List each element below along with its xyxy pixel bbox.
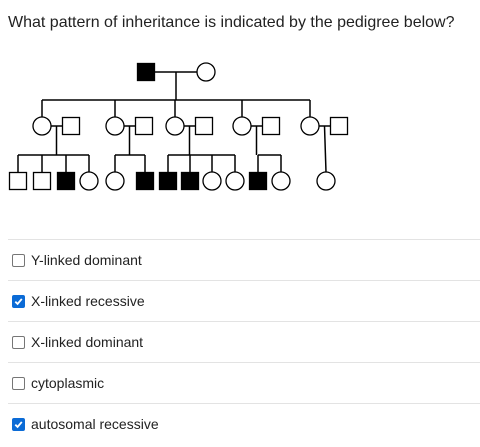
- answer-options: [8, 239, 480, 444]
- generation-2-spouse: [331, 118, 348, 135]
- generation-2-spouse: [263, 118, 280, 135]
- generation-2-child: [301, 117, 319, 135]
- founder-female: [197, 63, 215, 81]
- option-autosomal-recessive[interactable]: [8, 403, 480, 444]
- generation-3-individual: [272, 172, 290, 190]
- generation-2-child: [33, 117, 51, 135]
- option-x-linked-recessive[interactable]: [8, 280, 480, 321]
- generation-3-individual: [226, 172, 244, 190]
- checkbox[interactable]: [12, 254, 25, 267]
- generation-3-individual: [58, 173, 75, 190]
- checkbox[interactable]: [12, 336, 25, 349]
- checkbox[interactable]: [12, 418, 25, 431]
- option-label: X-linked dominant: [31, 334, 144, 350]
- generation-2-child: [106, 117, 124, 135]
- option-label: cytoplasmic: [31, 375, 105, 391]
- generation-3-individual: [250, 173, 267, 190]
- generation-2-spouse: [196, 118, 213, 135]
- generation-3-individual: [203, 172, 221, 190]
- generation-3-individual: [106, 172, 124, 190]
- generation-3-individual: [182, 173, 199, 190]
- checkbox[interactable]: [12, 295, 25, 308]
- option-label: Y-linked dominant: [31, 252, 142, 268]
- generation-3-individual: [80, 172, 98, 190]
- option-label: autosomal recessive: [31, 416, 159, 432]
- generation-2-spouse: [136, 118, 153, 135]
- descent-line: [325, 126, 327, 172]
- option-cytoplasmic[interactable]: [8, 362, 480, 403]
- option-y-linked-dominant[interactable]: [8, 239, 480, 280]
- generation-3-individual: [137, 173, 154, 190]
- question-text: What pattern of inheritance is indicated by the pedigree below?: [8, 14, 455, 31]
- checkbox[interactable]: [12, 377, 25, 390]
- pedigree-diagram: [0, 55, 480, 200]
- generation-3-individual: [317, 172, 335, 190]
- generation-3-individual: [160, 173, 177, 190]
- generation-2-child: [233, 117, 251, 135]
- founder-male: [138, 64, 155, 81]
- generation-2-child: [166, 117, 184, 135]
- generation-2-spouse: [63, 118, 80, 135]
- generation-3-individual: [34, 173, 51, 190]
- option-x-linked-dominant[interactable]: [8, 321, 480, 362]
- option-label: X-linked recessive: [31, 293, 145, 309]
- generation-3-individual: [10, 173, 27, 190]
